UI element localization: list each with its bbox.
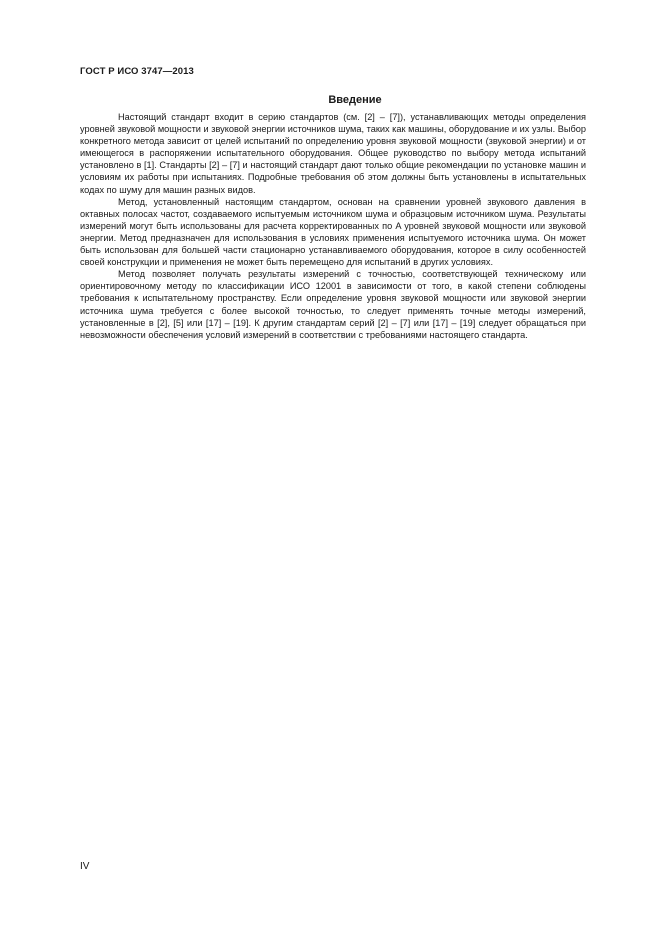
section-title-wrapper (80, 90, 585, 108)
paragraph-3: Метод позволяет получать результаты измерений с точностью, соответствующей техническому или ориентировочному методу по классификации ИСО 12001 в зависимости от того, в какой степени соблюдены требования к испытательному пространству. Если определение уровня звуковой мощности или звуковой энергии источника шума требуется с более высокой точностью, то следует применять точные методы измерений, установленные в [2], [5] или [17] – [19]. К другим стандартам серий [2] – [7] или [17] – [19] следует обращаться при невозможности обеспечения условий измерений в соответствии с требованиями настоящего стандарта. (80, 269, 586, 340)
standard-designation: ГОСТ Р ИСО 3747—2013 (80, 66, 194, 77)
section-title: Введение (328, 94, 382, 106)
paragraph-1: Настоящий стандарт входит в серию стандартов (см. [2] – [7]), устанавливающих методы определения уровней звуковой мощности и звуковой энергии источников шума, таких как машины, оборудование и их узлы. Выбор конкретного метода зависит от целей испытаний по определению уровня звуковой мощности (звуковой энергии) и от имеющегося в распоряжении испытательного оборудования. Общее руководство по выбору метода испытаний установлено в [1]. Стандарты [2] – [7] и настоящий стандарт дают только общие рекомендации по установке машин и условиям их работы при испытаниях. Подробные требования об этом должны быть установлены в испытательных кодах по шуму для машин разных видов. (80, 112, 586, 195)
body-text (80, 111, 586, 341)
paragraph-2: Метод, установленный настоящим стандартом, основан на сравнении уровней звукового давления в октавных полосах частот, создаваемого испытуемым источником шума и образцовым источником шума. Результаты измерений могут быть использованы для расчета корректированных по A уровней звуковой мощности или звуковой энергии. Метод предназначен для использования в условиях применения испытуемого источника шума. Он может быть использован для большей части стационарно устанавливаемого оборудования, которое в силу особенностей своей конструкции и применения не может быть перемещено для испытаний в других условиях. (80, 196, 586, 268)
page-number: IV (80, 861, 90, 872)
